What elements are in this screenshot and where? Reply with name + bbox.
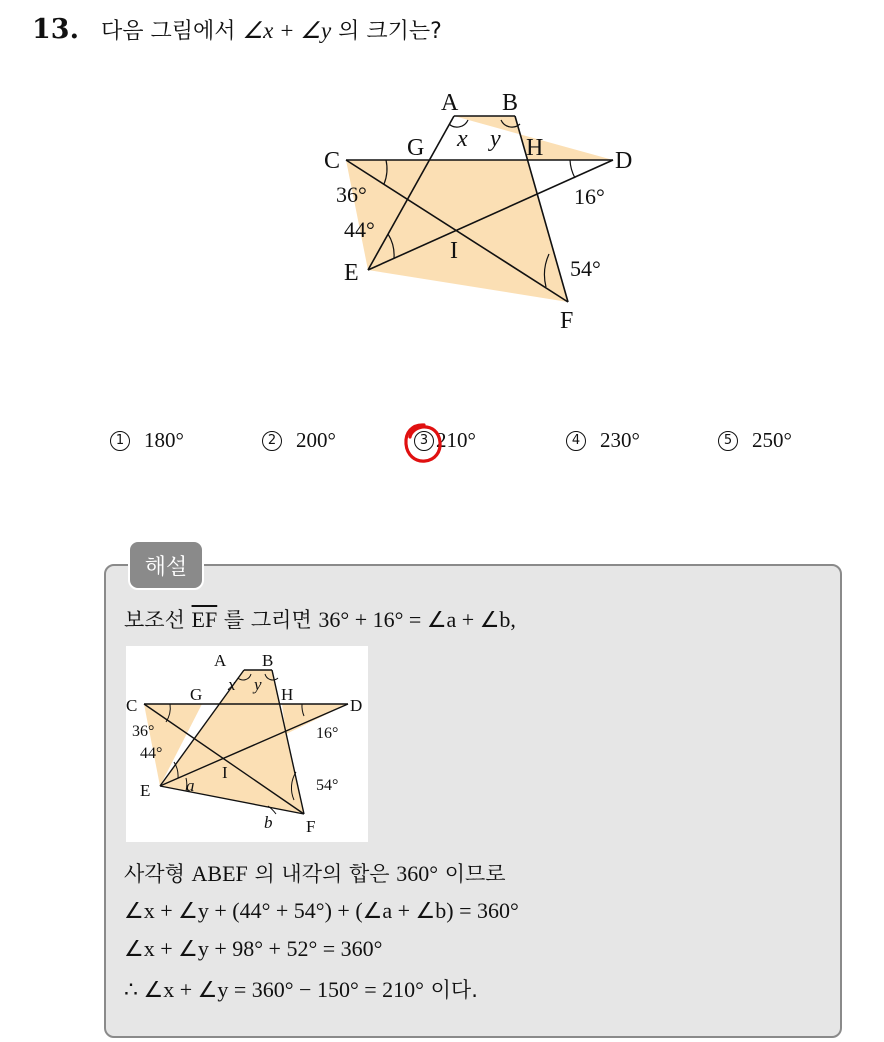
label-d: D (615, 148, 633, 174)
label-h: H (526, 135, 544, 161)
star-figure (300, 80, 650, 340)
solution-line-1 (124, 604, 516, 634)
choice-2[interactable] (262, 428, 336, 453)
label-angle-d: 16° (574, 184, 605, 209)
solution-line-5 (124, 974, 478, 1004)
sol-label-a: A (214, 651, 227, 670)
choice-value-3: 210° (436, 428, 476, 452)
solution-line-2-kr3: 이므로 (438, 862, 506, 886)
solution-line-2 (124, 858, 506, 888)
label-g: G (407, 135, 425, 161)
question-text (101, 14, 442, 45)
sol-label-angle-d: 16° (316, 725, 339, 742)
solution-line-2-kr2: 의 내각의 합은 (247, 862, 397, 886)
sol-label-x: x (228, 675, 236, 694)
solution-line-1-kr2: 를 그리면 (217, 608, 319, 632)
label-y: y (490, 126, 501, 152)
label-x: x (457, 126, 468, 152)
arc-d (570, 160, 575, 178)
choice-mark-5: 5 (718, 431, 738, 451)
solution-line-2-math: ABEF (191, 861, 248, 886)
choice-value-1: 180° (144, 428, 184, 452)
choice-value-5: 250° (752, 428, 792, 452)
question-header (32, 14, 442, 45)
sol-label-b: B (262, 651, 274, 670)
choice-mark-1: 1 (110, 431, 130, 451)
sol-label-angle-c: 36° (132, 723, 155, 740)
choice-5[interactable] (718, 428, 792, 453)
solution-line-1-math: 36° + 16° = ∠a + ∠b, (318, 607, 516, 632)
choice-value-4: 230° (600, 428, 640, 452)
label-angle-f: 54° (570, 256, 601, 281)
sol-label-y: y (254, 675, 262, 694)
sol-label-c: C (126, 696, 138, 715)
answer-circle-mark (402, 421, 444, 465)
segment-ef-label: $\overline{EF}$ (191, 607, 218, 632)
label-c: C (324, 148, 341, 174)
label-angle-e: 44° (344, 217, 375, 242)
question-text-after: 의 크기는? (331, 19, 442, 44)
label-e: E (344, 260, 359, 286)
choice-mark-3: 3 (414, 431, 434, 451)
sol-label-i: I (222, 763, 228, 782)
sol-label-angle-e: 44° (140, 745, 163, 762)
sol-label-b-angle: b (264, 813, 273, 832)
choice-4[interactable] (566, 428, 640, 453)
sol-label-a-angle: a (186, 776, 195, 795)
choice-mark-2: 2 (262, 431, 282, 451)
sol-label-h: H (281, 685, 294, 704)
solution-line-3: ∠x + ∠y + (44° + 54°) + (∠a + ∠b) = 360° (124, 898, 519, 923)
choice-mark-4: 4 (566, 431, 586, 451)
solution-tag: 해설 (128, 540, 204, 590)
choice-1[interactable] (110, 428, 184, 453)
question-math: ∠x + ∠y (242, 18, 332, 43)
solution-figure (126, 646, 368, 842)
solution-line-2-math2: 360° (396, 861, 439, 886)
label-angle-c: 36° (336, 182, 367, 207)
label-b: B (502, 90, 519, 116)
sol-label-d: D (350, 696, 363, 715)
sol-label-angle-f: 54° (316, 777, 339, 794)
sol-label-e: E (140, 781, 151, 800)
solution-line-2-kr: 사각형 (124, 862, 192, 886)
question-number: 13. (32, 14, 79, 45)
solution-line-1-kr: 보조선 (124, 608, 192, 632)
label-i: I (450, 238, 458, 264)
solution-line-5-kr: 이다. (423, 978, 478, 1002)
choice-value-2: 200° (296, 428, 336, 452)
label-f: F (560, 308, 574, 334)
solution-line-4: ∠x + ∠y + 98° + 52° = 360° (124, 936, 383, 961)
sol-label-g: G (190, 685, 203, 704)
solution-line-5-math: ∴ ∠x + ∠y = 360° − 150° = 210° (124, 977, 424, 1002)
question-text-before: 다음 그림에서 (100, 19, 243, 44)
label-a: A (441, 90, 459, 116)
sol-label-f: F (306, 817, 316, 836)
